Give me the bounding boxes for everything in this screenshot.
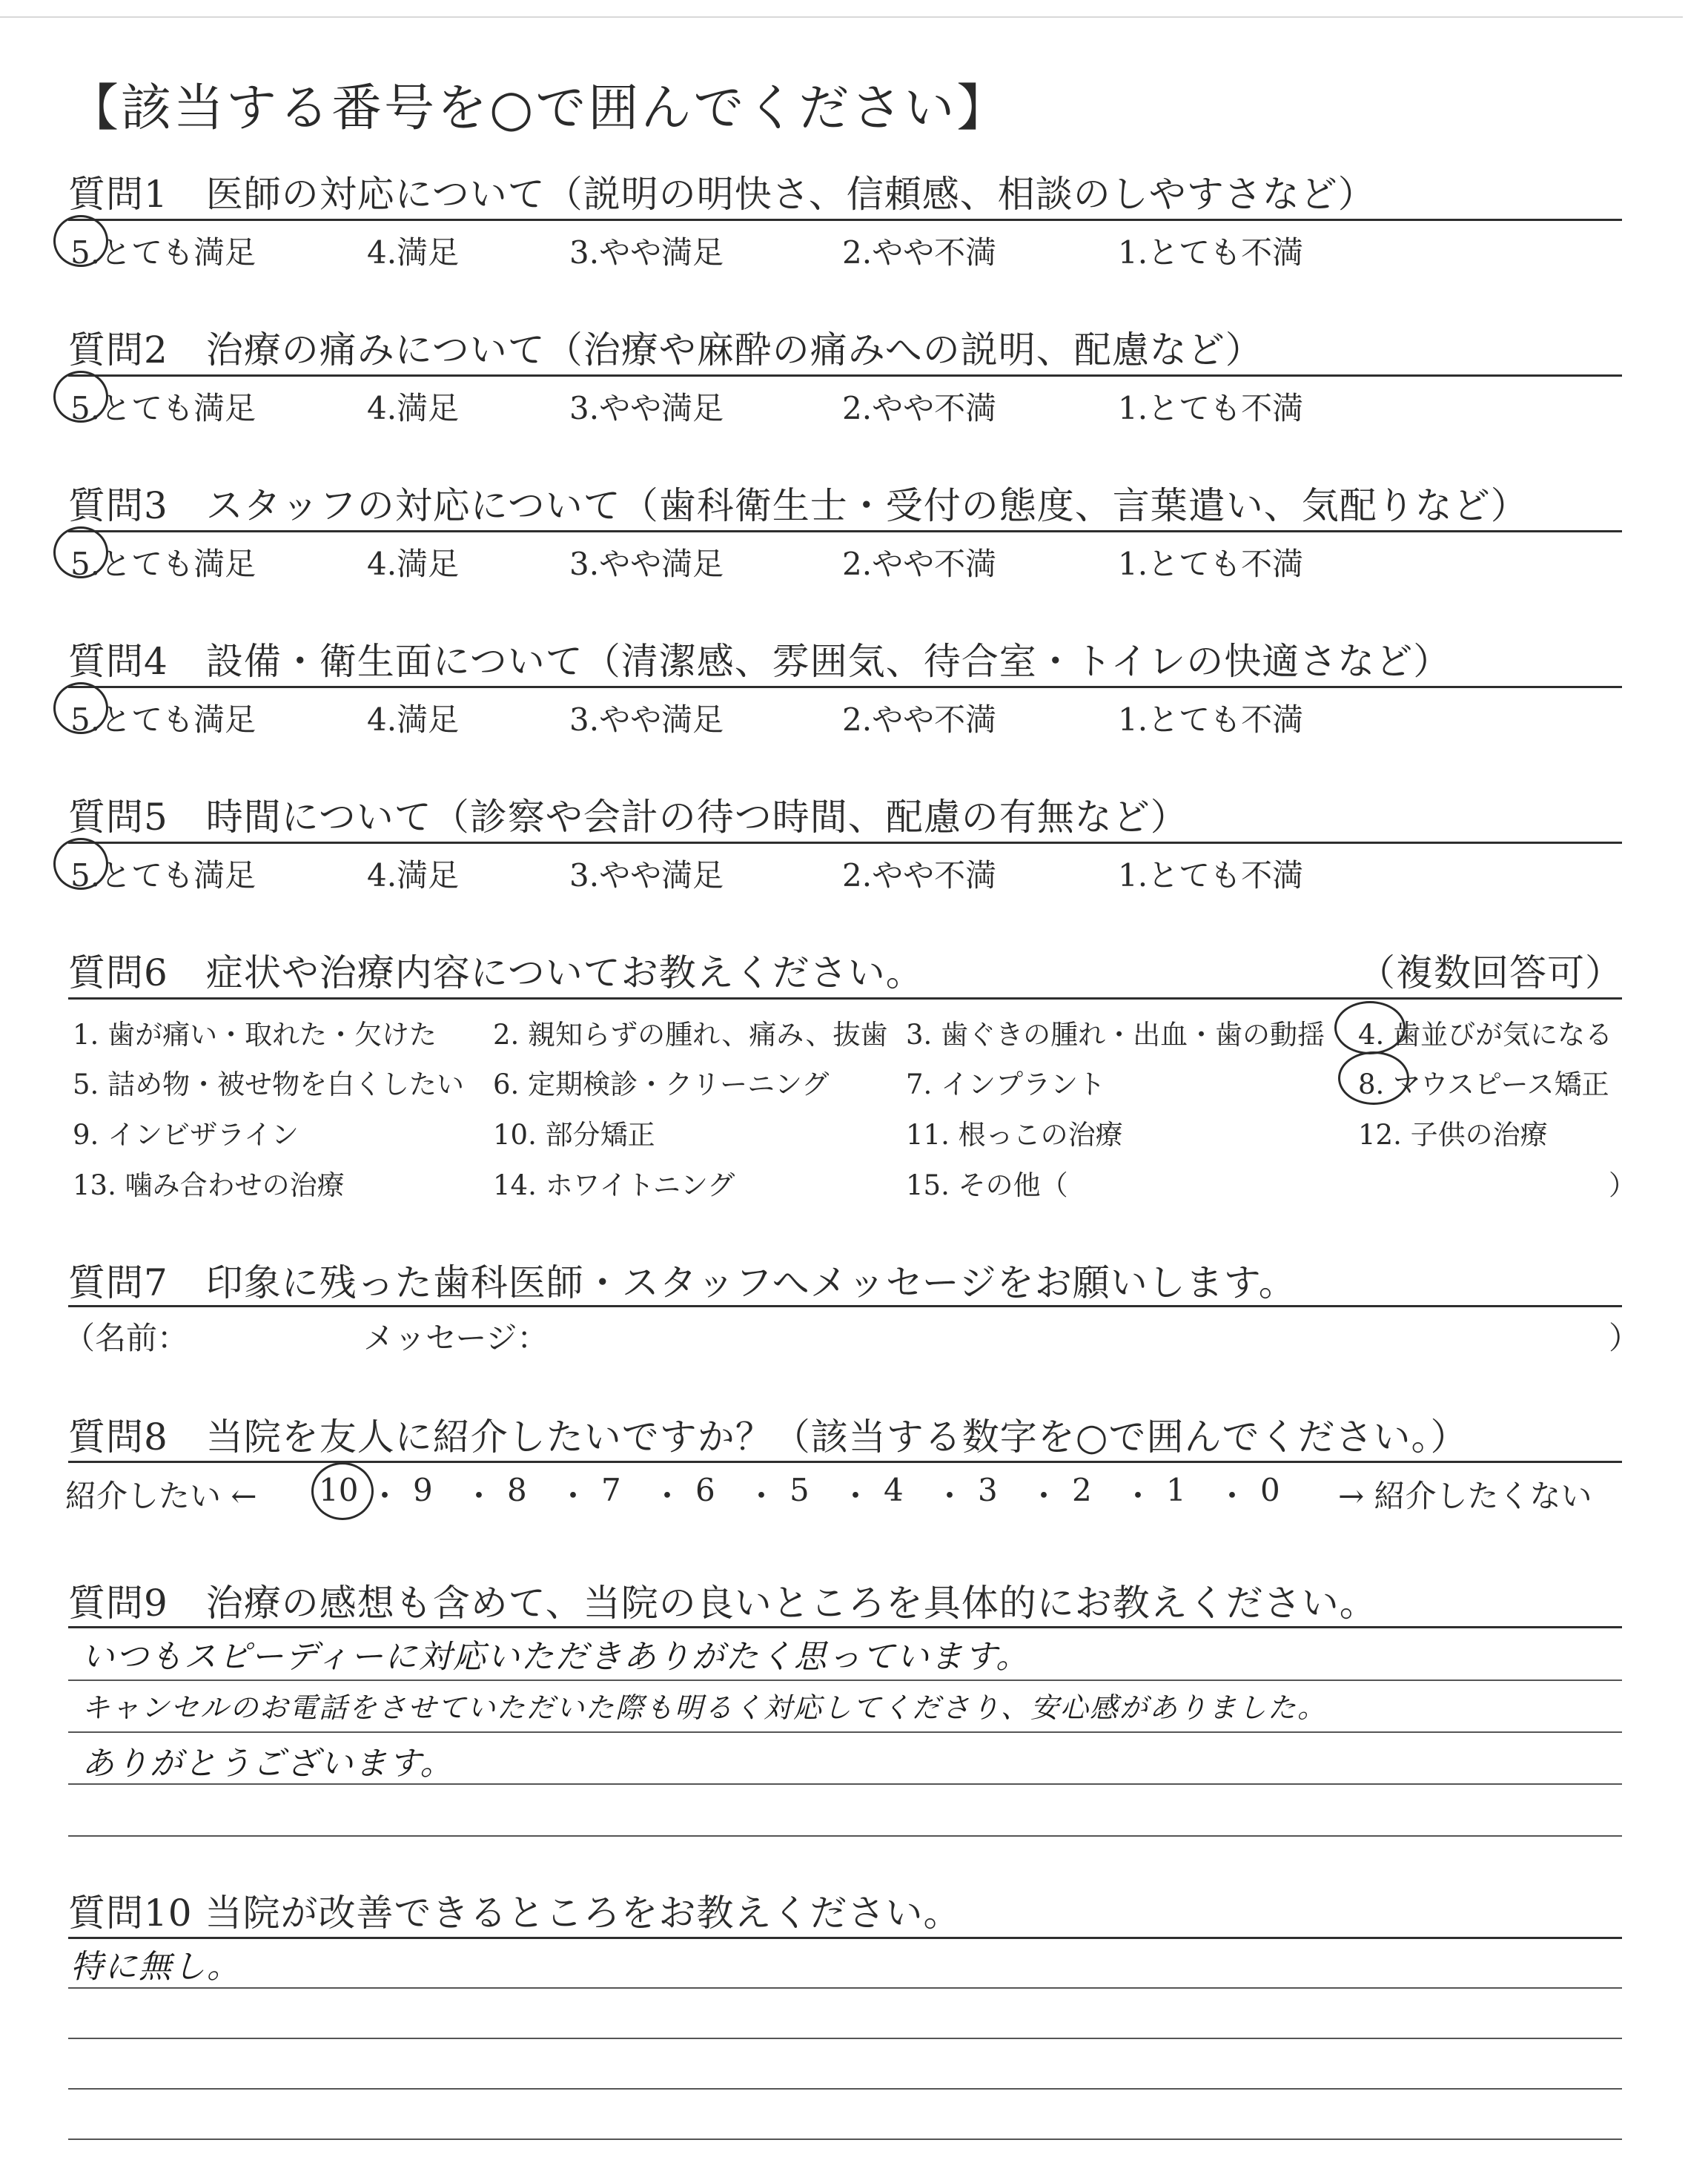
q8-scale-2[interactable]: 2	[1072, 1472, 1092, 1508]
q9-answer-line-3: ありがとうございます。	[82, 1745, 454, 1783]
q5-option-3[interactable]: 3.やや満足	[569, 857, 724, 894]
q5-option-4[interactable]: 4.満足	[367, 857, 460, 894]
q9-answer-line-2: キャンセルのお電話をさせていただいた際も明るく対応してくださり、安心感がありました。	[82, 1691, 1328, 1724]
q8-scale-separator: ・	[746, 1478, 778, 1514]
q5-divider	[68, 842, 1622, 844]
q9-line-2	[68, 1680, 1622, 1681]
q4-option-4[interactable]: 4.満足	[367, 701, 460, 738]
q10-title: 質問10 当院が改善できるところをお教えください。	[68, 1892, 961, 1935]
q8-scale-4[interactable]: 4	[884, 1472, 904, 1508]
q8-left-label: 紹介したい ←	[65, 1478, 257, 1514]
q6-option-8[interactable]: 8. マウスピース矯正	[1358, 1069, 1609, 1100]
q8-right-label: → 紹介したくない	[1338, 1478, 1592, 1514]
q3-option-2[interactable]: 2.やや不満	[842, 546, 997, 582]
q9-answer-line-1: いつもスピーディーに対応いただきありがたく思っています。	[82, 1638, 1030, 1676]
q1-title: 質問1 医師の対応について（説明の明快さ、信頼感、相談のしやすさなど）	[68, 173, 1376, 216]
q2-option-3[interactable]: 3.やや満足	[569, 390, 724, 426]
q5-option-1[interactable]: 1.とても不満	[1118, 857, 1304, 894]
q7-close: ）	[1609, 1320, 1641, 1356]
q8-scale-separator: ・	[840, 1478, 872, 1514]
q6-option-2[interactable]: 2. 親知らずの腫れ、痛み、抜歯	[493, 1019, 888, 1051]
q8-scale-6[interactable]: 6	[695, 1472, 715, 1508]
q10-answer-line-1: 特に無し。	[70, 1948, 241, 1986]
form-header: 【該当する番号を○で囲んでください】	[68, 79, 1010, 138]
q8-scale-1[interactable]: 1	[1166, 1472, 1186, 1508]
q2-option-2[interactable]: 2.やや不満	[842, 390, 997, 426]
q6-option-1[interactable]: 1. 歯が痛い・取れた・欠けた	[73, 1019, 437, 1051]
q6-option-11[interactable]: 11. 根っこの治療	[906, 1119, 1123, 1151]
q4-option-5[interactable]: 5.とても満足	[70, 701, 256, 738]
q6-option-14[interactable]: 14. ホワイトニング	[493, 1169, 735, 1201]
q3-option-4[interactable]: 4.満足	[367, 546, 460, 582]
q6-option-5[interactable]: 5. 詰め物・被せ物を白くしたい	[73, 1069, 465, 1100]
q6-option-8-circle	[1338, 1051, 1409, 1105]
q2-option-4[interactable]: 4.満足	[367, 390, 460, 426]
q7-divider	[68, 1305, 1622, 1307]
q7-name-label: （名前：	[64, 1320, 189, 1356]
q8-scale-7[interactable]: 7	[601, 1472, 621, 1508]
q2-option-5[interactable]: 5.とても満足	[70, 390, 256, 426]
q6-title: 質問6 症状や治療内容についてお教えください。	[68, 951, 924, 994]
q2-option-1[interactable]: 1.とても不満	[1118, 390, 1304, 426]
q1-option-5[interactable]: 5.とても満足	[70, 234, 256, 271]
q10-line-4	[68, 2088, 1622, 2090]
q9-line-1	[68, 1626, 1622, 1628]
q8-title: 質問8 当院を友人に紹介したいですか？（該当する数字を○で囲んでください。）	[68, 1416, 1469, 1459]
q8-scale-0[interactable]: 0	[1260, 1472, 1280, 1508]
q3-option-5[interactable]: 5.とても満足	[70, 546, 256, 582]
q4-option-1[interactable]: 1.とても不満	[1118, 701, 1304, 738]
q8-scale-8[interactable]: 8	[507, 1472, 527, 1508]
q8-scale-separator: ・	[369, 1478, 401, 1514]
q3-divider	[68, 530, 1622, 532]
q8-scale-separator: ・	[1217, 1478, 1248, 1514]
q3-option-3[interactable]: 3.やや満足	[569, 546, 724, 582]
q9-line-5	[68, 1835, 1622, 1837]
q1-option-2[interactable]: 2.やや不満	[842, 234, 997, 271]
q6-other-close: ）	[1609, 1169, 1636, 1201]
q2-divider	[68, 374, 1622, 377]
q8-scale-5[interactable]: 5	[790, 1472, 810, 1508]
q4-divider	[68, 686, 1622, 688]
q1-option-1[interactable]: 1.とても不満	[1118, 234, 1304, 271]
q7-message-label: メッセージ：	[363, 1320, 549, 1356]
q10-line-5	[68, 2138, 1622, 2140]
q3-title: 質問3 スタッフの対応について（歯科衛生士・受付の態度、言葉遣い、気配りなど）	[68, 484, 1529, 527]
q8-scale-separator: ・	[934, 1478, 966, 1514]
q9-line-3	[68, 1731, 1622, 1733]
q10-line-1	[68, 1937, 1622, 1939]
q1-option-3[interactable]: 3.やや満足	[569, 234, 724, 271]
q10-line-3	[68, 2038, 1622, 2039]
q6-option-3[interactable]: 3. 歯ぐきの腫れ・出血・歯の動揺	[906, 1019, 1325, 1051]
q8-scale-separator: ・	[463, 1478, 495, 1514]
q8-selected-circle	[311, 1462, 374, 1520]
q6-note: （複数回答可）	[1358, 951, 1623, 994]
q5-option-2[interactable]: 2.やや不満	[842, 857, 997, 894]
q6-option-4-circle	[1334, 1001, 1406, 1054]
q8-scale-separator: ・	[1122, 1478, 1154, 1514]
q7-title: 質問7 印象に残った歯科医師・スタッフへメッセージをお願いします。	[68, 1261, 1297, 1304]
scan-top-edge	[0, 16, 1683, 18]
q6-divider	[68, 997, 1622, 1000]
q8-scale-10[interactable]: 10	[319, 1472, 359, 1508]
q4-title: 質問4 設備・衛生面について（清潔感、雰囲気、待合室・トイレの快適さなど）	[68, 640, 1452, 683]
q8-scale-9[interactable]: 9	[413, 1472, 433, 1508]
q5-title: 質問5 時間について（診察や会計の待つ時間、配慮の有無など）	[68, 796, 1188, 839]
q10-line-2	[68, 1987, 1622, 1989]
q6-option-15[interactable]: 15. その他（	[906, 1169, 1068, 1201]
q8-scale-3[interactable]: 3	[978, 1472, 998, 1508]
q3-option-1[interactable]: 1.とても不満	[1118, 546, 1304, 582]
q8-scale-separator: ・	[557, 1478, 589, 1514]
q9-title: 質問9 治療の感想も含めて、当院の良いところを具体的にお教えください。	[68, 1582, 1377, 1625]
q4-option-3[interactable]: 3.やや満足	[569, 701, 724, 738]
q6-option-7[interactable]: 7. インプラント	[906, 1069, 1106, 1100]
q8-divider	[68, 1461, 1622, 1463]
q2-title: 質問2 治療の痛みについて（治療や麻酔の痛みへの説明、配慮など）	[68, 328, 1263, 371]
q6-option-6[interactable]: 6. 定期検診・クリーニング	[493, 1069, 830, 1100]
q6-option-12[interactable]: 12. 子供の治療	[1358, 1119, 1548, 1151]
q5-option-5[interactable]: 5.とても満足	[70, 857, 256, 894]
q1-option-4[interactable]: 4.満足	[367, 234, 460, 271]
q6-option-9[interactable]: 9. インビザライン	[73, 1119, 299, 1151]
q6-option-10[interactable]: 10. 部分矯正	[493, 1119, 655, 1151]
q4-option-2[interactable]: 2.やや不満	[842, 701, 997, 738]
q6-option-4[interactable]: 4. 歯並びが気になる	[1358, 1019, 1613, 1051]
q8-scale-separator: ・	[652, 1478, 683, 1514]
q8-scale-separator: ・	[1028, 1478, 1060, 1514]
q1-divider	[68, 219, 1622, 221]
q6-option-13[interactable]: 13. 噛み合わせの治療	[73, 1169, 345, 1201]
